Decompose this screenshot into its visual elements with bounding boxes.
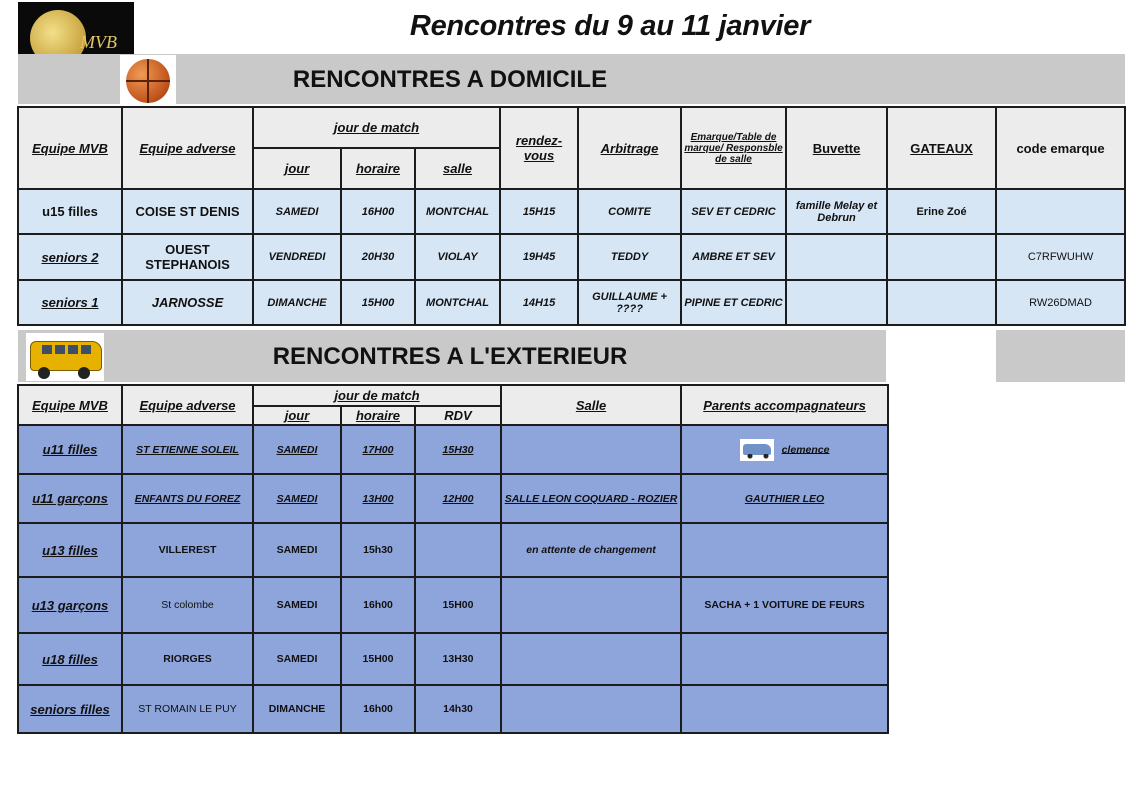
header-buvette: Buvette <box>786 107 887 189</box>
home-section-title: RENCONTRES A DOMICILE <box>292 66 608 93</box>
cell-equipe: u11 filles <box>18 425 122 474</box>
table-row <box>18 474 888 523</box>
cell-parents: GAUTHIER LEO <box>681 474 888 523</box>
table-row <box>18 685 888 733</box>
cell-jour: SAMEDI <box>253 523 341 577</box>
cell-jour: DIMANCHE <box>253 280 341 325</box>
cell-horaire: 16h00 <box>341 577 415 633</box>
cell-jour: SAMEDI <box>253 474 341 523</box>
cell-equipe: u13 garçons <box>18 577 122 633</box>
away-section-bar-extension <box>996 330 1125 382</box>
header-rdv: RDV <box>415 406 501 425</box>
cell-arbitrage: GUILLAUME + ???? <box>578 280 681 325</box>
header-equipe-adverse: Equipe adverse <box>122 107 253 189</box>
cell-horaire: 13H00 <box>341 474 415 523</box>
table-row <box>18 280 1125 325</box>
cell-horaire: 16h00 <box>341 685 415 733</box>
cell-equipe: u15 filles <box>18 189 122 234</box>
header-jour: jour <box>253 406 341 425</box>
cell-adverse: RIORGES <box>122 633 253 685</box>
table-row <box>18 425 888 474</box>
cell-code: RW26DMAD <box>996 280 1125 325</box>
cell-buvette <box>786 234 887 280</box>
header-jour-de-match: jour de match <box>253 107 500 148</box>
home-table <box>17 106 1126 326</box>
table-row <box>18 189 1125 234</box>
table-row <box>18 633 888 685</box>
cell-parents-wrap <box>681 425 888 474</box>
cell-parents: SACHA + 1 VOITURE DE FEURS <box>681 577 888 633</box>
cell-horaire: 17H00 <box>341 425 415 474</box>
cell-salle <box>501 633 681 685</box>
header-salle: Salle <box>501 385 681 425</box>
cell-rdv: 15H00 <box>415 577 501 633</box>
cell-adverse: ENFANTS DU FOREZ <box>122 474 253 523</box>
cell-table: AMBRE ET SEV <box>681 234 786 280</box>
cell-jour: VENDREDI <box>253 234 341 280</box>
header-gateaux: GATEAUX <box>887 107 996 189</box>
header-code-emarque: code emarque <box>996 107 1125 189</box>
cell-adverse: COISE ST DENIS <box>122 189 253 234</box>
cell-adverse: VILLEREST <box>122 523 253 577</box>
cell-salle: en attente de changement <box>501 523 681 577</box>
cell-adverse: St colombe <box>122 577 253 633</box>
cell-salle: VIOLAY <box>415 234 500 280</box>
cell-adverse: ST ETIENNE SOLEIL <box>122 425 253 474</box>
cell-rdv: 14h30 <box>415 685 501 733</box>
table-row <box>18 234 1125 280</box>
page-title: Rencontres du 9 au 11 janvier <box>409 10 811 42</box>
cell-jour: SAMEDI <box>253 633 341 685</box>
cell-rdv: 13H30 <box>415 633 501 685</box>
cell-jour: SAMEDI <box>253 425 341 474</box>
header-jour: jour <box>253 148 341 189</box>
cell-arbitrage: COMITE <box>578 189 681 234</box>
cell-parents <box>681 523 888 577</box>
cell-salle: MONTCHAL <box>415 280 500 325</box>
header-rendez-vous: rendez-vous <box>500 107 578 189</box>
cell-parents <box>681 633 888 685</box>
cell-adverse: JARNOSSE <box>122 280 253 325</box>
cell-jour: DIMANCHE <box>253 685 341 733</box>
cell-equipe: u18 filles <box>18 633 122 685</box>
cell-rdv: 15H30 <box>415 425 501 474</box>
header-parents: Parents accompagnateurs <box>681 385 888 425</box>
cell-adverse: ST ROMAIN LE PUY <box>122 685 253 733</box>
cell-buvette: famille Melay et Debrun <box>786 189 887 234</box>
cell-equipe: seniors 1 <box>18 280 122 325</box>
cell-parents <box>681 685 888 733</box>
away-section-title: RENCONTRES A L'EXTERIEUR <box>272 343 628 370</box>
table-row <box>18 523 888 577</box>
header-equipe-mvb: Equipe MVB <box>18 385 122 425</box>
cell-jour: SAMEDI <box>253 189 341 234</box>
cell-salle: MONTCHAL <box>415 189 500 234</box>
cell-rdv: 14H15 <box>500 280 578 325</box>
cell-table: PIPINE ET CEDRIC <box>681 280 786 325</box>
cell-table: SEV ET CEDRIC <box>681 189 786 234</box>
cell-parents: clemence <box>781 443 830 456</box>
cell-rdv: 19H45 <box>500 234 578 280</box>
van-icon <box>740 439 774 461</box>
cell-arbitrage: TEDDY <box>578 234 681 280</box>
cell-gateaux <box>887 280 996 325</box>
cell-salle <box>501 425 681 474</box>
header-salle: salle <box>415 148 500 189</box>
cell-horaire: 20H30 <box>341 234 415 280</box>
header-emarque: Emarque/Table de marque/ Responsble de salle <box>681 107 786 189</box>
cell-horaire: 15H00 <box>341 280 415 325</box>
header-horaire: horaire <box>341 406 415 425</box>
cell-equipe: seniors 2 <box>18 234 122 280</box>
cell-equipe: seniors filles <box>18 685 122 733</box>
header-equipe-mvb: Equipe MVB <box>18 107 122 189</box>
header-horaire: horaire <box>341 148 415 189</box>
header-jour-de-match: jour de match <box>253 385 501 406</box>
away-table <box>17 384 889 734</box>
cell-horaire: 15h30 <box>341 523 415 577</box>
cell-code: C7RFWUHW <box>996 234 1125 280</box>
header-equipe-adverse: Equipe adverse <box>122 385 253 425</box>
cell-salle <box>501 685 681 733</box>
cell-adverse: OUEST STEPHANOIS <box>122 234 253 280</box>
cell-salle <box>501 577 681 633</box>
logo-text: MVB <box>80 32 117 52</box>
cell-horaire: 15H00 <box>341 633 415 685</box>
cell-equipe: u13 filles <box>18 523 122 577</box>
cell-rdv: 12H00 <box>415 474 501 523</box>
cell-rdv <box>415 523 501 577</box>
bus-icon <box>26 333 104 381</box>
cell-equipe: u11 garçons <box>18 474 122 523</box>
cell-horaire: 16H00 <box>341 189 415 234</box>
basketball-icon <box>120 55 176 107</box>
cell-gateaux <box>887 234 996 280</box>
table-row <box>18 577 888 633</box>
cell-rdv: 15H15 <box>500 189 578 234</box>
cell-gateaux: Erine Zoé <box>887 189 996 234</box>
header-arbitrage: Arbitrage <box>578 107 681 189</box>
cell-jour: SAMEDI <box>253 577 341 633</box>
cell-buvette <box>786 280 887 325</box>
cell-salle: SALLE LEON COQUARD - ROZIER <box>501 474 681 523</box>
cell-code <box>996 189 1125 234</box>
